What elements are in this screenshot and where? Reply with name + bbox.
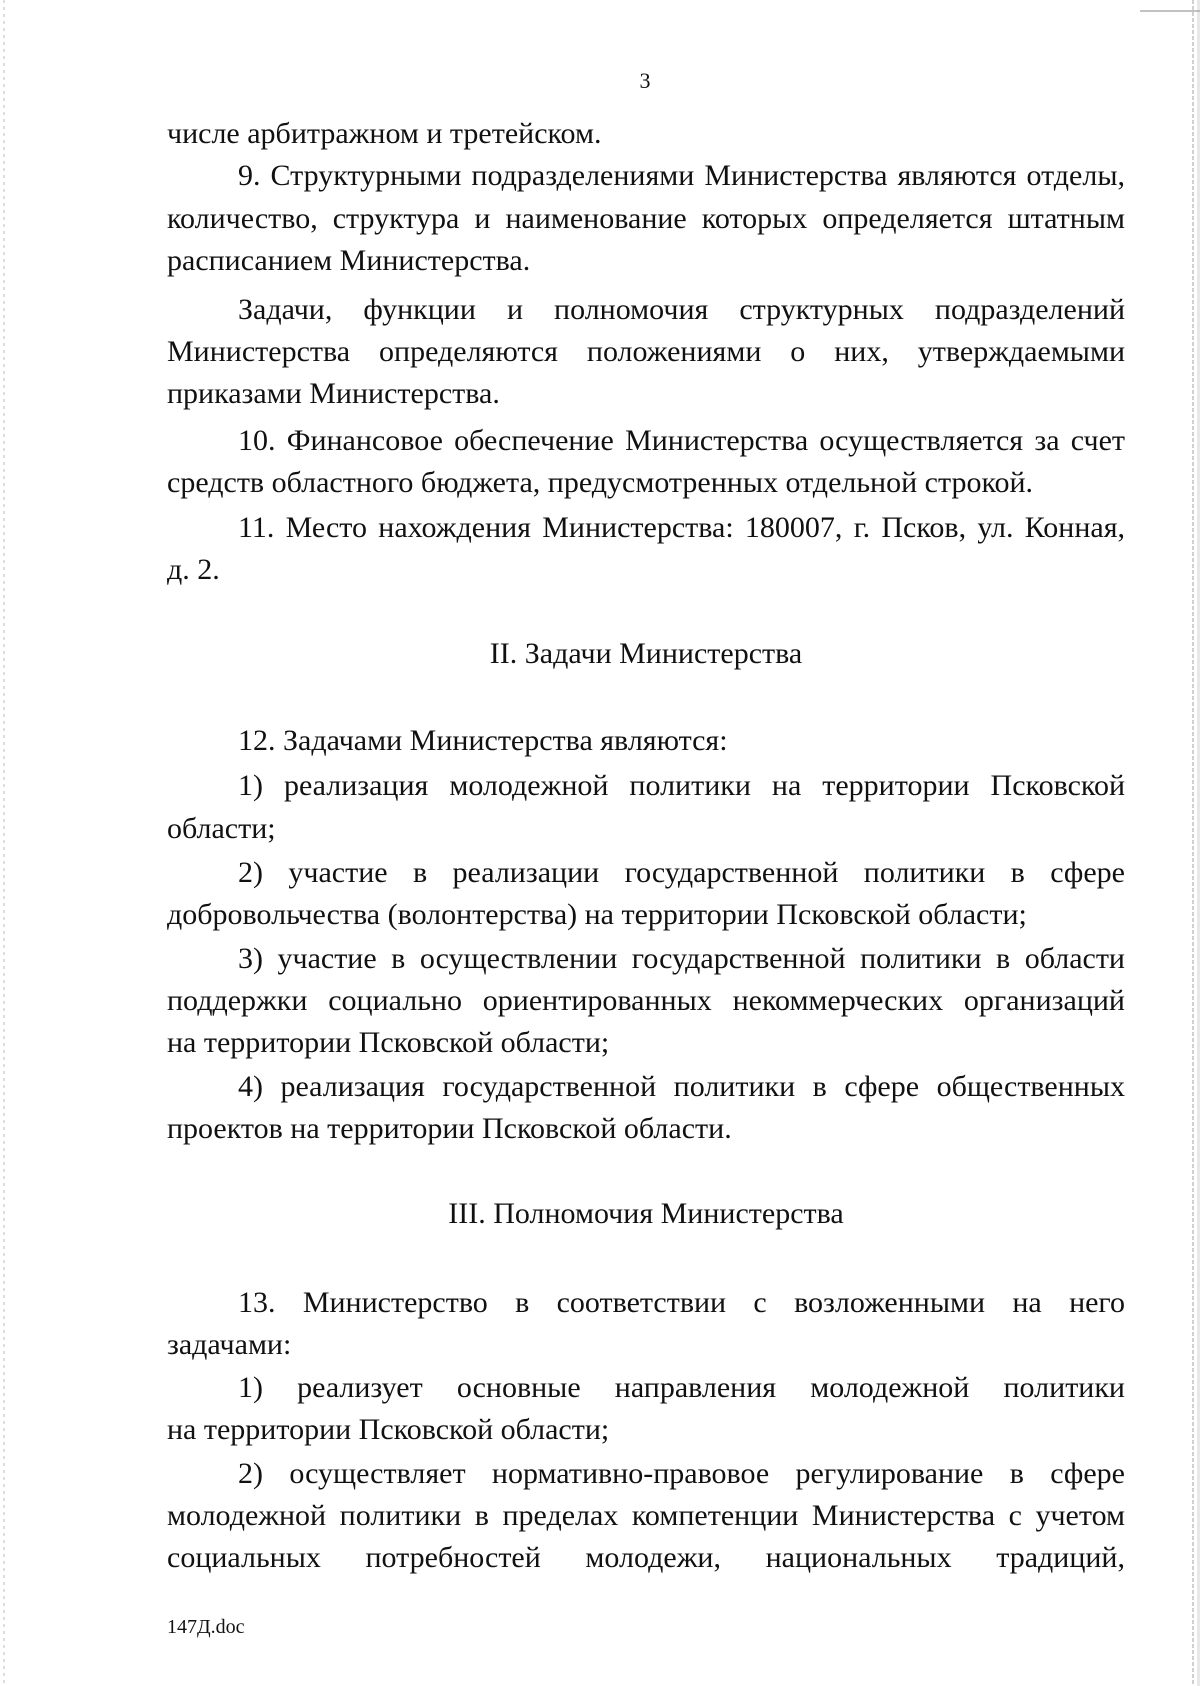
text-line: 12. Задачами Министерства являются:	[238, 724, 728, 757]
text-line: 2) осуществляет нормативно-правовое регулирование в сфере	[238, 1457, 1125, 1490]
text-line: Министерства определяются положениями о них, утверждаемыми	[167, 335, 1125, 368]
text-line: 1) реализация молодежной политики на территории Псковской	[238, 769, 1125, 802]
text-line: д. 2.	[167, 553, 220, 586]
footer-filename: 147Д.doc	[167, 1616, 245, 1638]
text-line: задачами:	[167, 1328, 292, 1361]
scan-edge-left	[3, 0, 5, 1686]
text-line: на территории Псковской области;	[167, 1413, 610, 1446]
scan-edge-right	[1192, 0, 1194, 1686]
text-line: расписанием Министерства.	[167, 244, 531, 277]
text-line: на территории Псковской области;	[167, 1026, 610, 1059]
text-line: поддержки социально ориентированных некоммерческих организаций	[167, 984, 1125, 1017]
text-line: 13. Министерство в соответствии с возложенными на него	[238, 1286, 1125, 1319]
text-line: проектов на территории Псковской области.	[167, 1112, 732, 1145]
text-line: 2) участие в реализации государственной политики в сфере	[238, 856, 1125, 889]
text-line: социальных потребностей молодежи, национальных традиций,	[167, 1541, 1125, 1574]
text-line: добровольчества (волонтерства) на территории Псковской области;	[167, 898, 1027, 931]
scan-corner	[1140, 0, 1200, 12]
text-line: количество, структура и наименование которых определяется штатным	[167, 202, 1125, 235]
text-line: 3) участие в осуществлении государственной политики в области	[238, 942, 1125, 975]
section-heading: III. Полномочия Министерства	[448, 1197, 844, 1230]
text-line: приказами Министерства.	[167, 377, 500, 410]
text-line: Задачи, функции и полномочия структурных подразделений	[238, 293, 1125, 326]
section-heading: II. Задачи Министерства	[489, 637, 803, 670]
text-line: 4) реализация государственной политики в сфере общественных	[238, 1070, 1125, 1103]
text-line: 10. Финансовое обеспечение Министерства осуществляется за счет	[238, 424, 1125, 457]
text-line: 11. Место нахождения Министерства: 180007, г. Псков, ул. Конная,	[238, 511, 1125, 544]
text-line: области;	[167, 812, 276, 845]
text-line: числе арбитражном и третейском.	[167, 117, 602, 150]
text-line: молодежной политики в пределах компетенции Министерства с учетом	[167, 1499, 1125, 1532]
page-number: 3	[639, 68, 651, 93]
text-line: средств областного бюджета, предусмотренных отдельной строкой.	[167, 466, 1034, 499]
text-line: 1) реализует основные направления молодежной политики	[238, 1371, 1125, 1404]
text-line: 9. Структурными подразделениями Министерства являются отделы,	[238, 159, 1125, 192]
